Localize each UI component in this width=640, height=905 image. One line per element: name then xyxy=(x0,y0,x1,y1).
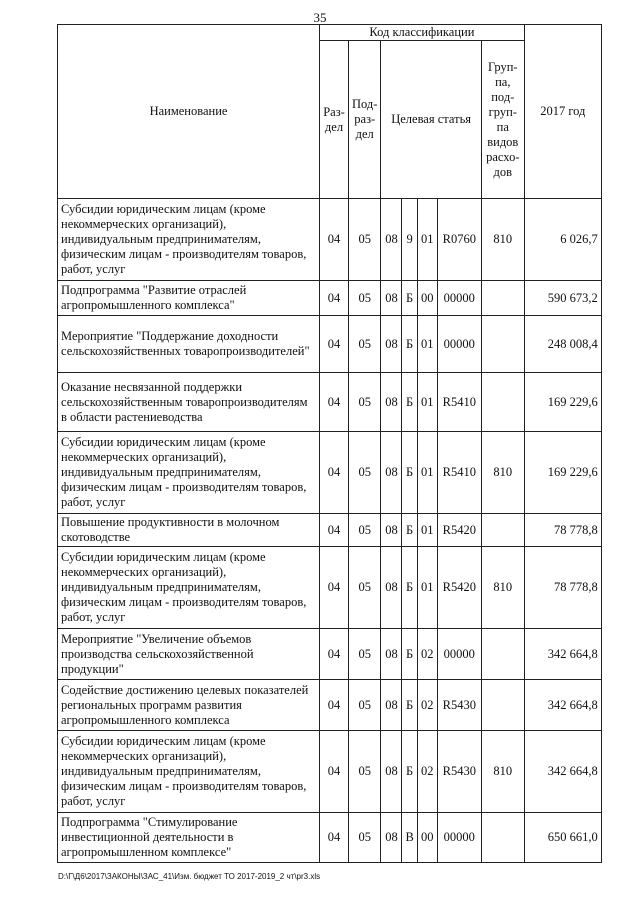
row-subsection: 05 xyxy=(349,514,381,547)
row-section: 04 xyxy=(320,199,349,281)
header-row-top xyxy=(58,25,602,41)
row-amount: 169 229,6 xyxy=(524,373,601,432)
row-amount: 590 673,2 xyxy=(524,281,601,316)
row-name: Субсидии юридическим лицам (кроме некоммерческих организаций), индивидуальным предпринимателям, физическим лицам - производителям товаров, работ, услуг xyxy=(58,199,320,281)
row-expense-group xyxy=(481,373,524,432)
table-row xyxy=(58,316,602,373)
row-event: 01 xyxy=(417,373,437,432)
header-classification: Код классификации xyxy=(320,25,525,41)
row-direction: R5420 xyxy=(437,514,481,547)
row-event: 02 xyxy=(417,680,437,731)
row-direction: 00000 xyxy=(437,316,481,373)
row-subsection: 05 xyxy=(349,731,381,813)
row-expense-group xyxy=(481,316,524,373)
row-program: 08 xyxy=(381,547,402,629)
header-section: Раз- дел xyxy=(320,41,349,199)
row-program: 08 xyxy=(381,629,402,680)
row-subprogram: Б xyxy=(402,680,417,731)
row-section: 04 xyxy=(320,316,349,373)
row-event: 00 xyxy=(417,281,437,316)
table-row xyxy=(58,629,602,680)
row-name: Субсидии юридическим лицам (кроме некоммерческих организаций), индивидуальным предпринимателям, физическим лицам - производителям товаров, работ, услуг xyxy=(58,547,320,629)
row-expense-group: 810 xyxy=(481,432,524,514)
row-expense-group xyxy=(481,680,524,731)
table-row xyxy=(58,680,602,731)
row-program: 08 xyxy=(381,432,402,514)
row-subprogram: В xyxy=(402,813,417,863)
row-subsection: 05 xyxy=(349,199,381,281)
row-expense-group xyxy=(481,629,524,680)
row-subsection: 05 xyxy=(349,316,381,373)
row-program: 08 xyxy=(381,316,402,373)
row-event: 01 xyxy=(417,316,437,373)
row-name: Подпрограмма "Развитие отраслей агропромышленного комплекса" xyxy=(58,281,320,316)
row-section: 04 xyxy=(320,514,349,547)
row-program: 08 xyxy=(381,514,402,547)
row-subprogram: Б xyxy=(402,281,417,316)
row-section: 04 xyxy=(320,680,349,731)
row-amount: 342 664,8 xyxy=(524,731,601,813)
row-name: Подпрограмма "Стимулирование инвестиционной деятельности в агропромышленном комплексе" xyxy=(58,813,320,863)
row-amount: 650 661,0 xyxy=(524,813,601,863)
row-name: Субсидии юридическим лицам (кроме некоммерческих организаций), индивидуальным предпринимателям, физическим лицам - производителям товаров, работ, услуг xyxy=(58,432,320,514)
row-section: 04 xyxy=(320,629,349,680)
row-name: Оказание несвязанной поддержки сельскохозяйственным товаропроизводителям в области растениеводства xyxy=(58,373,320,432)
row-direction: 00000 xyxy=(437,813,481,863)
row-direction: R5410 xyxy=(437,373,481,432)
row-subsection: 05 xyxy=(349,432,381,514)
row-expense-group: 810 xyxy=(481,547,524,629)
row-amount: 169 229,6 xyxy=(524,432,601,514)
row-event: 00 xyxy=(417,813,437,863)
row-section: 04 xyxy=(320,731,349,813)
table-row xyxy=(58,432,602,514)
row-subsection: 05 xyxy=(349,281,381,316)
header-expense-group: Груп- па, под- груп- па видов расхо- дов xyxy=(481,41,524,199)
row-subprogram: Б xyxy=(402,316,417,373)
row-section: 04 xyxy=(320,281,349,316)
table-row xyxy=(58,281,602,316)
table-row xyxy=(58,373,602,432)
row-subsection: 05 xyxy=(349,680,381,731)
row-direction: R5410 xyxy=(437,432,481,514)
row-section: 04 xyxy=(320,373,349,432)
row-name: Повышение продуктивности в молочном скотоводстве xyxy=(58,514,320,547)
row-section: 04 xyxy=(320,432,349,514)
row-subprogram: Б xyxy=(402,629,417,680)
table-row xyxy=(58,199,602,281)
table-row xyxy=(58,514,602,547)
row-direction: R5420 xyxy=(437,547,481,629)
row-program: 08 xyxy=(381,281,402,316)
row-subsection: 05 xyxy=(349,813,381,863)
row-subprogram: Б xyxy=(402,373,417,432)
table-row xyxy=(58,547,602,629)
row-name: Содействие достижению целевых показателей региональных программ развития агропромышленного комплекса xyxy=(58,680,320,731)
row-direction: 00000 xyxy=(437,281,481,316)
row-event: 02 xyxy=(417,629,437,680)
page-number: 35 xyxy=(313,10,327,25)
row-section: 04 xyxy=(320,547,349,629)
row-subprogram: Б xyxy=(402,514,417,547)
header-subsection: Под- раз- дел xyxy=(349,41,381,199)
row-program: 08 xyxy=(381,680,402,731)
row-direction: R5430 xyxy=(437,731,481,813)
footer-file-path: D:\Г\Д6\2017\ЗАКОНЫ\ЗАС_41\Изм. бюджет ТО 2017-2019_2 чт\рr3.xls xyxy=(58,872,321,881)
row-subprogram: 9 xyxy=(402,199,417,281)
header-year: 2017 год xyxy=(524,25,601,199)
row-subprogram: Б xyxy=(402,432,417,514)
row-subprogram: Б xyxy=(402,547,417,629)
budget-table xyxy=(57,24,602,863)
row-program: 08 xyxy=(381,813,402,863)
row-direction: 00000 xyxy=(437,629,481,680)
row-amount: 248 008,4 xyxy=(524,316,601,373)
row-expense-group xyxy=(481,281,524,316)
table-row xyxy=(58,813,602,863)
row-amount: 342 664,8 xyxy=(524,680,601,731)
row-subsection: 05 xyxy=(349,629,381,680)
row-expense-group xyxy=(481,813,524,863)
row-direction: R5430 xyxy=(437,680,481,731)
row-program: 08 xyxy=(381,731,402,813)
row-program: 08 xyxy=(381,199,402,281)
row-name: Субсидии юридическим лицам (кроме некоммерческих организаций), индивидуальным предпринимателям, физическим лицам - производителям товаров, работ, услуг xyxy=(58,731,320,813)
row-subsection: 05 xyxy=(349,373,381,432)
table-row xyxy=(58,731,602,813)
row-event: 02 xyxy=(417,731,437,813)
row-expense-group: 810 xyxy=(481,199,524,281)
row-direction: R0760 xyxy=(437,199,481,281)
row-amount: 6 026,7 xyxy=(524,199,601,281)
row-amount: 78 778,8 xyxy=(524,514,601,547)
row-section: 04 xyxy=(320,813,349,863)
header-name: Наименование xyxy=(58,25,320,199)
row-name: Мероприятие "Поддержание доходности сельскохозяйственных товаропроизводителей" xyxy=(58,316,320,373)
header-target-article: Целевая статья xyxy=(381,41,481,199)
row-expense-group: 810 xyxy=(481,731,524,813)
row-subprogram: Б xyxy=(402,731,417,813)
row-amount: 78 778,8 xyxy=(524,547,601,629)
row-amount: 342 664,8 xyxy=(524,629,601,680)
row-subsection: 05 xyxy=(349,547,381,629)
row-name: Мероприятие "Увеличение объемов производства сельскохозяйственной продукции" xyxy=(58,629,320,680)
row-program: 08 xyxy=(381,373,402,432)
row-expense-group xyxy=(481,514,524,547)
row-event: 01 xyxy=(417,199,437,281)
row-event: 01 xyxy=(417,547,437,629)
row-event: 01 xyxy=(417,432,437,514)
row-event: 01 xyxy=(417,514,437,547)
